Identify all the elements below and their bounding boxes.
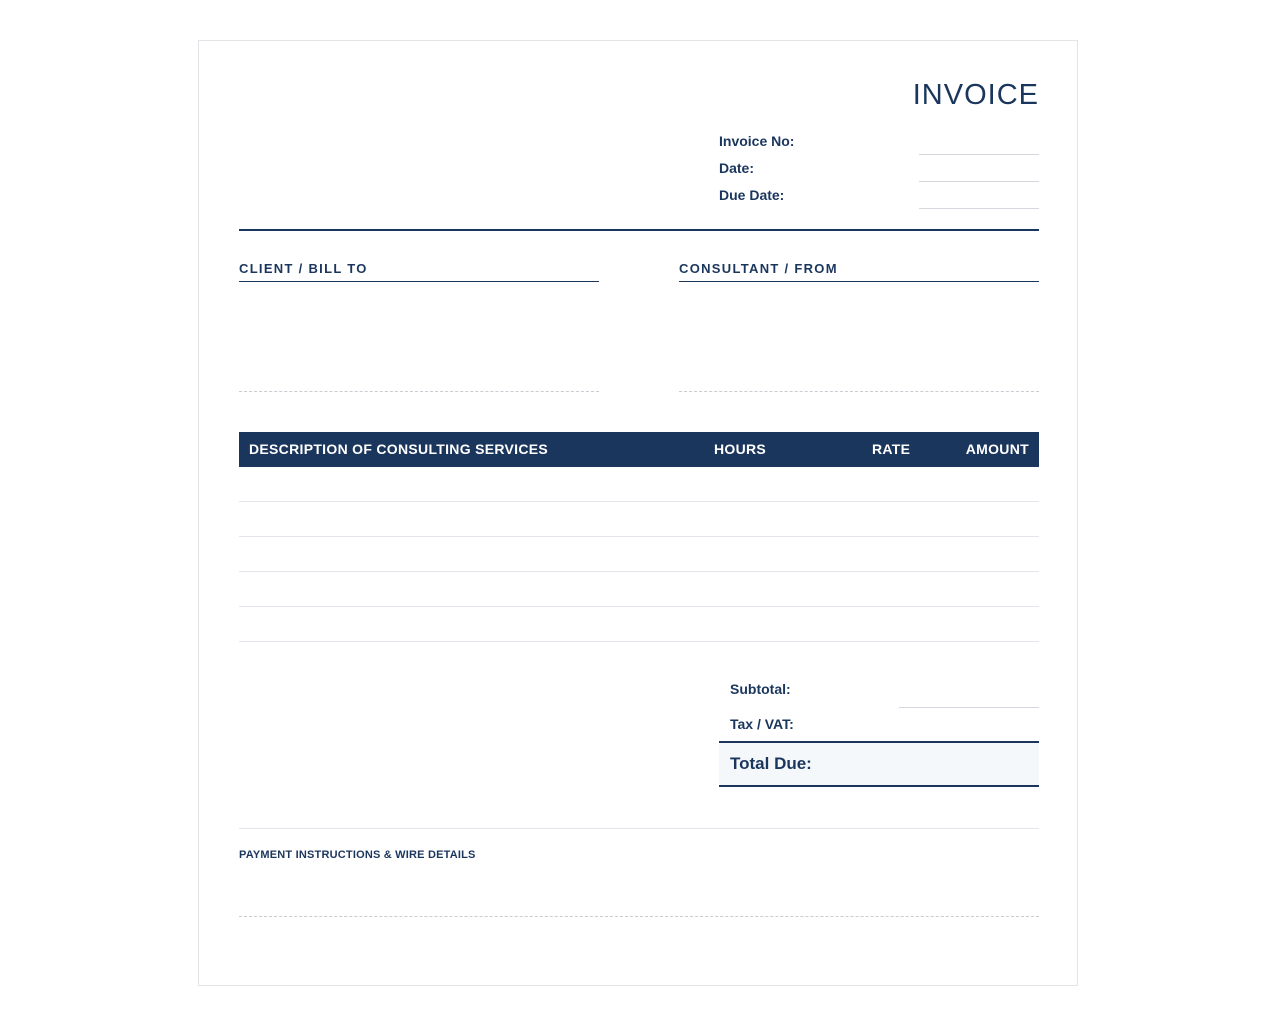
column-header-description: DESCRIPTION OF CONSULTING SERVICES	[249, 441, 549, 457]
services-table-body	[239, 467, 1039, 642]
invoice-date-field[interactable]	[919, 181, 1039, 182]
client-section	[239, 261, 599, 392]
column-header-rate: RATE	[872, 441, 911, 457]
totals-section	[719, 671, 1039, 787]
header-divider	[239, 229, 1039, 231]
invoice-number-label: Invoice No:	[719, 133, 795, 149]
table-row[interactable]	[239, 537, 1039, 572]
subtotal-row	[719, 671, 1039, 706]
table-row[interactable]	[239, 572, 1039, 607]
invoice-title: INVOICE	[912, 79, 1039, 111]
services-table-header	[239, 432, 1039, 467]
table-row[interactable]	[239, 607, 1039, 642]
invoice-date-row	[719, 160, 1039, 187]
tax-label: Tax / VAT:	[730, 716, 794, 732]
invoice-page	[198, 40, 1078, 986]
due-date-row	[719, 187, 1039, 214]
table-row[interactable]	[239, 467, 1039, 502]
consultant-heading: CONSULTANT / FROM	[679, 261, 1039, 282]
consultant-section	[679, 261, 1039, 392]
payment-details-field[interactable]	[239, 869, 1039, 917]
consultant-details-field[interactable]	[679, 282, 1039, 392]
client-details-field[interactable]	[239, 282, 599, 392]
due-date-label: Due Date:	[719, 187, 785, 203]
tax-row	[719, 706, 1039, 741]
payment-heading: PAYMENT INSTRUCTIONS & WIRE DETAILS	[239, 849, 476, 861]
total-due-row	[719, 741, 1039, 787]
due-date-field[interactable]	[919, 208, 1039, 209]
table-row[interactable]	[239, 502, 1039, 537]
column-header-hours: HOURS	[714, 441, 767, 457]
invoice-date-label: Date:	[719, 160, 755, 176]
total-due-label: Total Due:	[730, 754, 812, 773]
column-header-amount: AMOUNT	[965, 441, 1029, 457]
client-heading: CLIENT / BILL TO	[239, 261, 599, 282]
subtotal-label: Subtotal:	[730, 681, 791, 697]
invoice-number-field[interactable]	[919, 154, 1039, 155]
invoice-number-row	[719, 133, 1039, 160]
payment-divider	[239, 828, 1039, 829]
